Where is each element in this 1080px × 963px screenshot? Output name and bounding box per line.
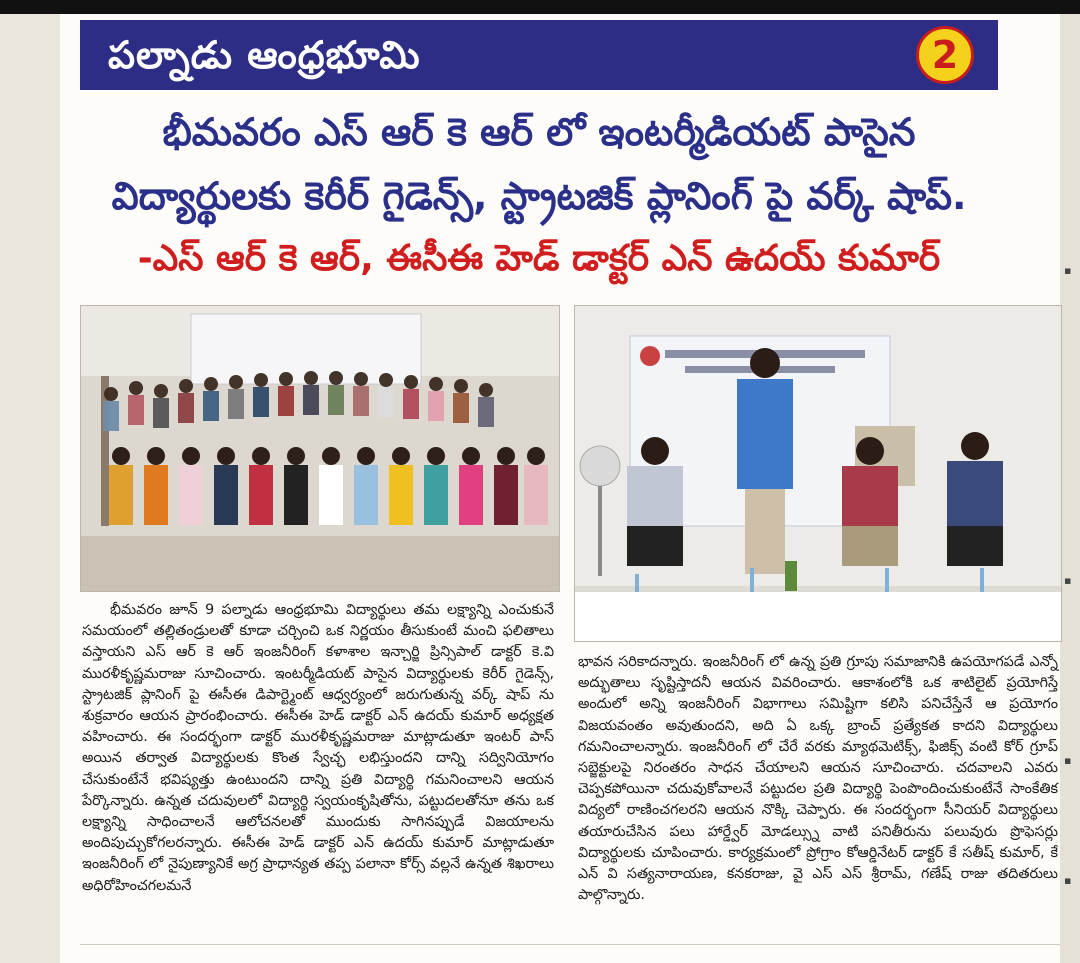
adjacent-column-strip: [1060, 14, 1080, 963]
strip-glyph: ▪: [1064, 574, 1072, 587]
stage-photo: [574, 305, 1062, 642]
left-margin: [0, 14, 60, 963]
article-column-1: భీమవరం జూన్ 9 పల్నాడు ఆంధ్రభూమి విద్యార్థులు తమ లక్ష్యాన్ని ఎంచుకునే సమయంలో తల్లితండ్రులతో కూడా చర్చించి ఒక నిర్ణయం తీసుకుంటే మంచి ఫలితాలు వస్తాయని ఎస్ ఆర్ కె ఆర్ ఇంజనీరింగ్ కళాశాల ఇన్చార్జి ప్రిన్సిపాల్ డాక్టర్ కె.వి మురళీకృష్ణమరాజు సూచించారు. ఇంటర్మీడియట్ పాసైన విద్యార్థులకు కెరీర్ గైడెన్స్, స్ట్రాటజిక్ ప్లానింగ్ పై ఈసీఈ డిపార్ట్మెంట్ ఆధ్వర్యంలో జరుగుతున్న వర్క్ షాప్ ను శుక్రవారం ఆయన ప్రారంభించారు. ఈసీఈ హెడ్ డాక్టర్ ఎన్ ఉదయ్ కుమార్ అధ్యక్షత వహించారు. ఈ సందర్భంగా డాక్టర్ మురళీకృష్ణమరాజు మాట్లాడుతూ ఇంటర్ పాస్ అయిన తర్వాత విద్యార్థులకు కొంత స్వేచ్ఛ లభిస్తుందని దాన్ని సద్వినియోగం చేసుకుంటేనే భవిష్యత్తు ఉంటుందని దాన్ని ప్రతి విద్యార్థి గమనించాలని ఆయన పేర్కొన్నారు. ఉన్నత చదువులలో విద్యార్థి స్వయంకృషితోను, పట్టుదలతోనూ తను ఒక లక్ష్యాన్ని సాధించాలనే ఆలోచనలతో ముందుకు సాగినప్పుడే విజయాలను అందిపుచ్చుకోగలరన్నారు. ఈసీఈ హెడ్ డాక్టర్ ఎన్ ఉదయ్ కుమార్ మాట్లాడుతూ ఇంజనీరింగ్ లో నైపుణ్యానికే అగ్ర ప్రాధాన్యత తప్ప పలానా కోర్స్ వల్లనే ఉన్నత శిఖరాలు అధిరోహించగలమనే: [82, 602, 554, 894]
stage-photo-illustration: [575, 306, 1061, 641]
masthead-banner: [80, 20, 998, 90]
headline-line-1: భీమవరం ఎస్ ఆర్ కె ఆర్ లో ఇంటర్మీడియట్ పాసైన: [162, 110, 916, 154]
top-bar: [0, 0, 1080, 14]
bottom-divider: [80, 944, 1060, 945]
group-photo-illustration: [81, 306, 559, 591]
headline-line-2: విద్యార్థులకు కెరీర్ గైడెన్స్, స్ట్రాటజిక్ ప్లానింగ్ పై వర్క్ షాప్.: [111, 174, 967, 218]
group-photo: [80, 305, 560, 592]
strip-glyph: ▪: [1064, 874, 1072, 887]
strip-glyph: ▪: [1064, 264, 1072, 277]
headline-byline: -ఎస్ ఆర్ కె ఆర్, ఈసీఈ హెడ్ డాక్టర్ ఎన్ ఉదయ్ కుమార్: [137, 238, 941, 279]
masthead-title: పల్నాడు ఆంధ్రభూమి: [108, 33, 421, 77]
article-column-2: భావన సరికాదన్నారు. ఇంజనీరింగ్ లో ఉన్న ప్రతి గ్రూపు సమాజానికి ఉపయోగపడే ఎన్నో అద్భుతాలు సృష్టిస్తాదనీ ఆయన వివరించారు. ఆకాశంలోకి ఒక శాటిలైట్ ప్రయోగిస్తే అందులో అన్ని ఇంజనీరింగ్ విభాగాలు సమిష్టిగా కలిసి పనిచేస్తేనే ఆ ప్రయోగం విజయవంతం అవుతుందని, అది ఏ ఒక్క బ్రాంచ్ ప్రత్యేకత కాదని విద్యార్థులు గమనించాలన్నారు. ఇంజనీరింగ్ లో చేరే వరకు మ్యాథమెటిక్స్, ఫిజిక్స్ వంటి కోర్ గ్రూప్ సబ్జెక్టులపై నిరంతరం సాధన చేయాలని ఆయన సూచించారు. చదవాలని ఎవరు చెప్పకపోయినా చదువుకోవాలనే పట్టుదల ప్రతి విద్యార్థి పెంపొందించుకుంటేనే సాంకేతిక విద్యలో రాణించగలరని ఆయన నొక్కి చెప్పారు. ఈ సందర్భంగా సీనియర్ విద్యార్థులు తయారుచేసిన పలు హార్డ్వేర్ మోడల్స్ను వాటి పనితీరును పలువురు ప్రొఫెసర్లు విద్యార్థులకు చూపించారు. కార్యక్రమంలో ప్రోగ్రాం కోఆర్డినేటర్ డాక్టర్ కే సతీష్ కుమార్, కే ఎన్ వి సత్యనారాయణ, కనకరాజు, వై ఎస్ ఎస్ శ్రీరామ్, గణేష్ రాజు తదితరులు పాల్గొన్నారు.: [578, 654, 1058, 904]
strip-glyph: ▪: [1064, 754, 1072, 767]
page-number-badge: 2: [916, 26, 974, 84]
